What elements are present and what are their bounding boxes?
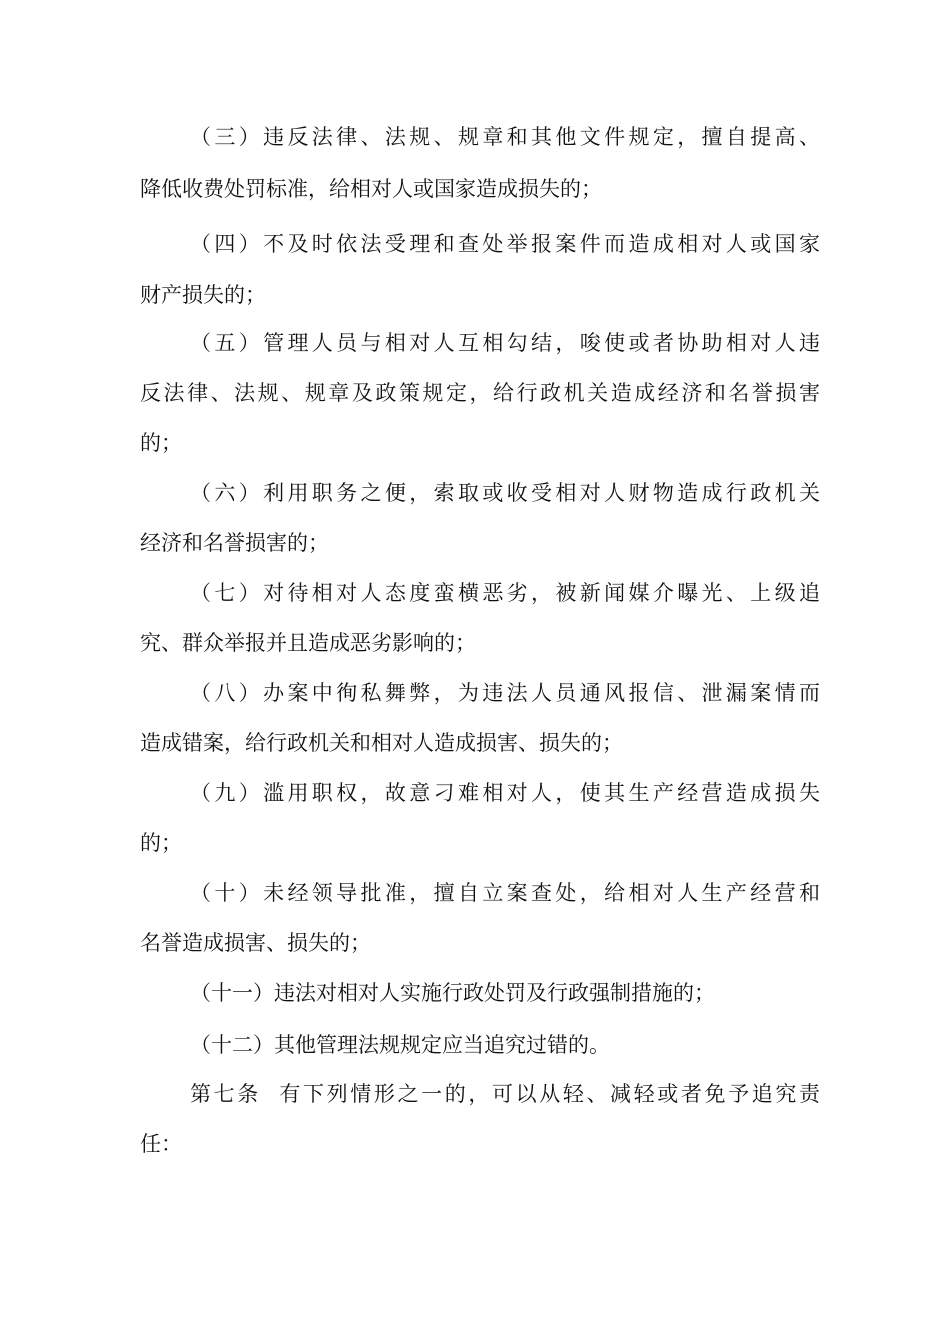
paragraph-item-3-line-1: （三）违反法律、法规、规章和其他文件规定，擅自提高、: [190, 125, 820, 149]
paragraph-item-10-line-2: 名誉造成损害、损失的；: [140, 931, 371, 955]
paragraph-item-6-line-2: 经济和名誉损害的；: [140, 531, 329, 555]
paragraph-item-10-line-1: （十）未经领导批准，擅自立案查处，给相对人生产经营和: [190, 881, 820, 905]
article-7-line-1: 第七条 有下列情形之一的，可以从轻、减轻或者免予追究责: [190, 1082, 820, 1106]
paragraph-item-5-line-1: （五）管理人员与相对人互相勾结，唆使或者协助相对人违: [190, 331, 820, 355]
paragraph-item-4-line-2: 财产损失的；: [140, 283, 266, 307]
paragraph-item-8-line-1: （八）办案中徇私舞弊，为违法人员通风报信、泄漏案情而: [190, 681, 820, 705]
paragraph-item-5-line-3: 的；: [140, 431, 182, 455]
paragraph-item-9-line-2: 的；: [140, 831, 182, 855]
paragraph-item-8-line-2: 造成错案，给行政机关和相对人造成损害、损失的；: [140, 731, 623, 755]
article-7-line-2: 任：: [140, 1132, 182, 1156]
paragraph-item-7-line-1: （七）对待相对人态度蛮横恶劣，被新闻媒介曝光、上级追: [190, 581, 820, 605]
paragraph-item-11: （十一）违法对相对人实施行政处罚及行政强制措施的；: [190, 981, 715, 1005]
paragraph-item-9-line-1: （九）滥用职权，故意刁难相对人，使其生产经营造成损失: [190, 781, 820, 805]
paragraph-item-5-line-2: 反法律、法规、规章及政策规定，给行政机关造成经济和名誉损害: [140, 381, 820, 405]
paragraph-item-3-line-2: 降低收费处罚标准，给相对人或国家造成损失的；: [140, 177, 602, 201]
paragraph-item-4-line-1: （四）不及时依法受理和查处举报案件而造成相对人或国家: [190, 232, 820, 256]
paragraph-item-7-line-2: 究、群众举报并且造成恶劣影响的；: [140, 631, 476, 655]
paragraph-item-6-line-1: （六）利用职务之便，索取或收受相对人财物造成行政机关: [190, 481, 820, 505]
paragraph-item-12: （十二）其他管理法规规定应当追究过错的。: [190, 1033, 610, 1057]
